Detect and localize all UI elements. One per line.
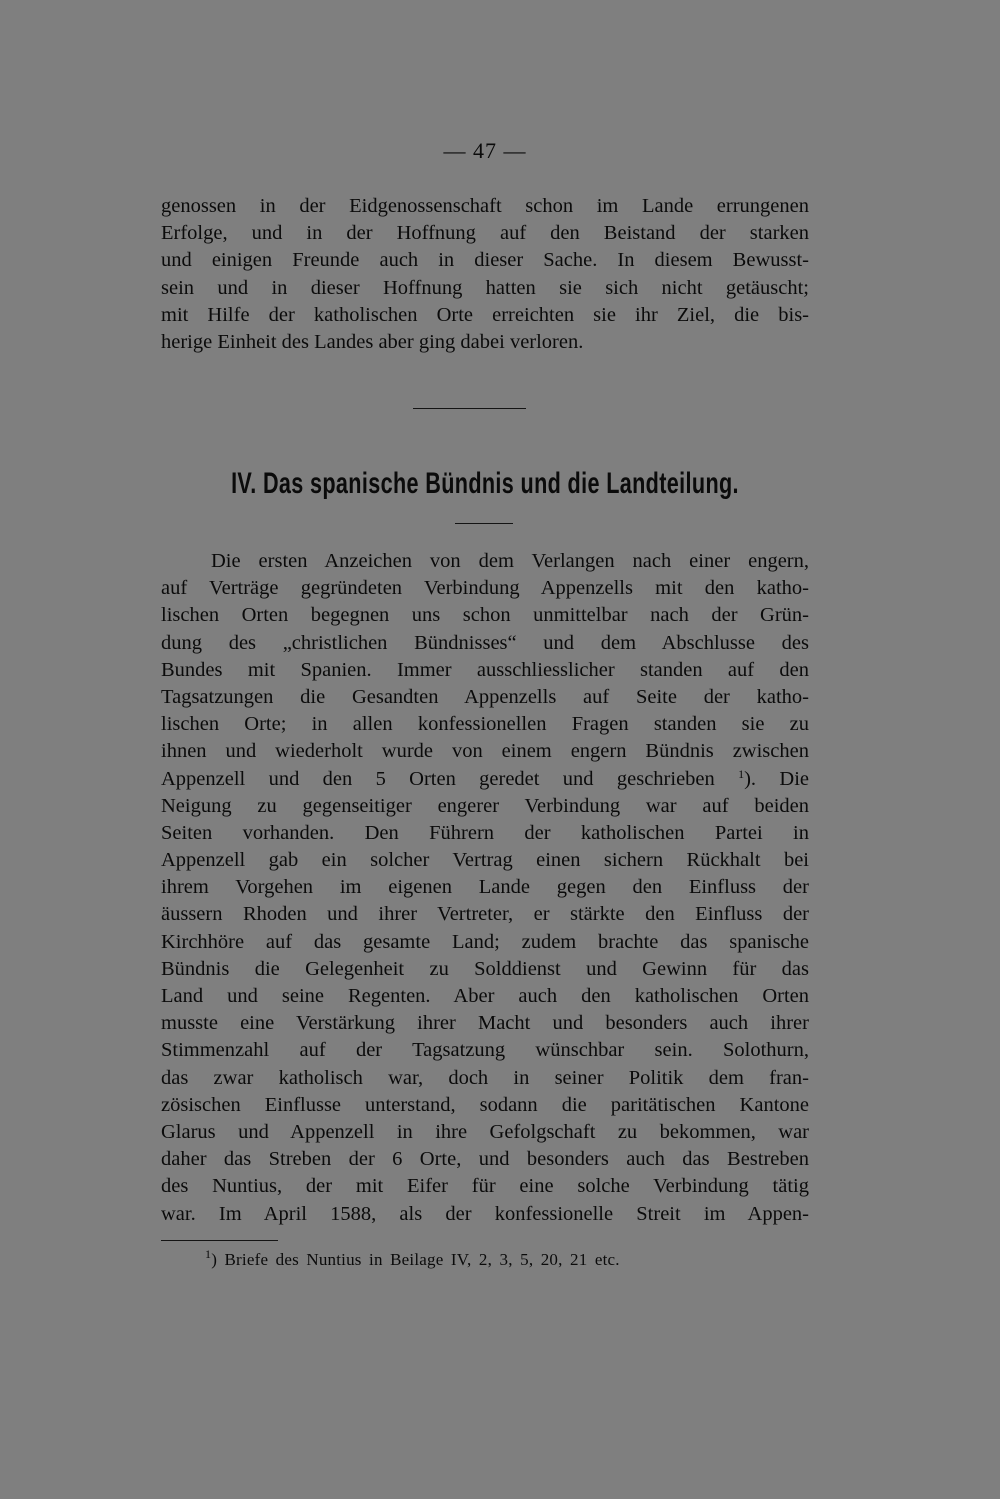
footnote-separator	[161, 1240, 278, 1241]
text-line: Erfolge, und in der Hoffnung auf den Beistand der starken	[161, 222, 809, 245]
text-line: Neigung zu gegenseitiger engerer Verbindung war auf beiden	[161, 794, 809, 817]
intro-paragraph	[161, 193, 809, 356]
text-line: Bündnis die Gelegenheit zu Solddienst und Gewinn für das	[161, 957, 809, 980]
text-line: Tagsatzungen die Gesandten Appenzells auf Seite der katho-	[161, 685, 809, 708]
text-line: und einigen Freunde auch in dieser Sache. In diesem Bewusst-	[161, 249, 809, 272]
text-line: auf Verträge gegründeten Verbindung Appenzells mit den katho-	[161, 577, 809, 600]
text-line: herige Einheit des Landes aber ging dabei verloren.	[161, 330, 584, 353]
text-line: Kirchhöre auf das gesamte Land; zudem brachte das spanische	[161, 930, 809, 953]
text-line: das zwar katholisch war, doch in seiner Politik dem fran-	[161, 1066, 809, 1089]
text-line: des Nuntius, der mit Eifer für eine solche Verbindung tätig	[161, 1175, 809, 1198]
section-heading: IV. Das spanische Bündnis und die Landteilung.	[231, 467, 739, 500]
text-line-with-footnote	[161, 766, 809, 793]
footnote-marker: 1	[205, 1247, 212, 1261]
text-line: genossen in der Eidgenossenschaft schon im Lande errungenen	[161, 195, 809, 217]
text-line: lischen Orte; in allen konfessionellen Fragen standen sie zu	[161, 713, 809, 736]
footnote-reference: 1	[738, 766, 745, 781]
heading-underline	[455, 523, 513, 524]
text-line: Land und seine Regenten. Aber auch den katholischen Orten	[161, 985, 809, 1007]
section-divider	[413, 408, 526, 409]
text-line: daher das Streben der 6 Orte, und besonders auch das Bestreben	[161, 1148, 809, 1171]
text-line: Appenzell gab ein solcher Vertrag einen sichern Rückhalt bei	[161, 849, 809, 872]
text-segment: ). Die	[744, 767, 809, 790]
text-line: Stimmenzahl auf der Tagsatzung wünschbar sein. Solothurn,	[161, 1039, 809, 1062]
text-line: Bundes mit Spanien. Immer ausschliesslicher standen auf den	[161, 658, 809, 681]
text-line: Glarus und Appenzell in ihre Gefolgschaft zu bekommen, war	[161, 1120, 809, 1143]
text-line: lischen Orten begegnen uns schon unmittelbar nach der Grün-	[161, 604, 809, 627]
text-line: mit Hilfe der katholischen Orte erreichten sie ihr Ziel, die bis-	[161, 303, 809, 326]
text-line: war. Im April 1588, als der konfessionelle Streit im Appen-	[161, 1202, 809, 1225]
text-line: zösischen Einflusse unterstand, sodann die paritätischen Kantone	[161, 1093, 809, 1116]
text-line: ihrem Vorgehen im eigenen Lande gegen den Einfluss der	[161, 876, 809, 899]
footnote	[205, 1247, 620, 1270]
footnote-text: ) Briefe des Nuntius in Beilage IV, 2, 3, 5, 20, 21 etc.	[211, 1250, 620, 1269]
text-line: musste eine Verstärkung ihrer Macht und besonders auch ihrer	[161, 1012, 809, 1035]
text-segment: Appenzell und den 5 Orten geredet und geschrieben	[161, 767, 715, 790]
body-paragraph	[161, 548, 809, 1228]
page-number: — 47 —	[443, 138, 527, 163]
text-line: dung des „christlichen Bündnisses“ und dem Abschlusse des	[161, 631, 809, 654]
text-line: Seiten vorhanden. Den Führern der katholischen Partei in	[161, 821, 809, 844]
text-line: ihnen und wiederholt wurde von einem engern Bündnis zwischen	[161, 740, 809, 763]
text-line: äussern Rhoden und ihrer Vertreter, er stärkte den Einfluss der	[161, 903, 809, 926]
text-line: Die ersten Anzeichen von dem Verlangen nach einer engern,	[211, 550, 809, 572]
text-line: sein und in dieser Hoffnung hatten sie sich nicht getäuscht;	[161, 276, 809, 299]
